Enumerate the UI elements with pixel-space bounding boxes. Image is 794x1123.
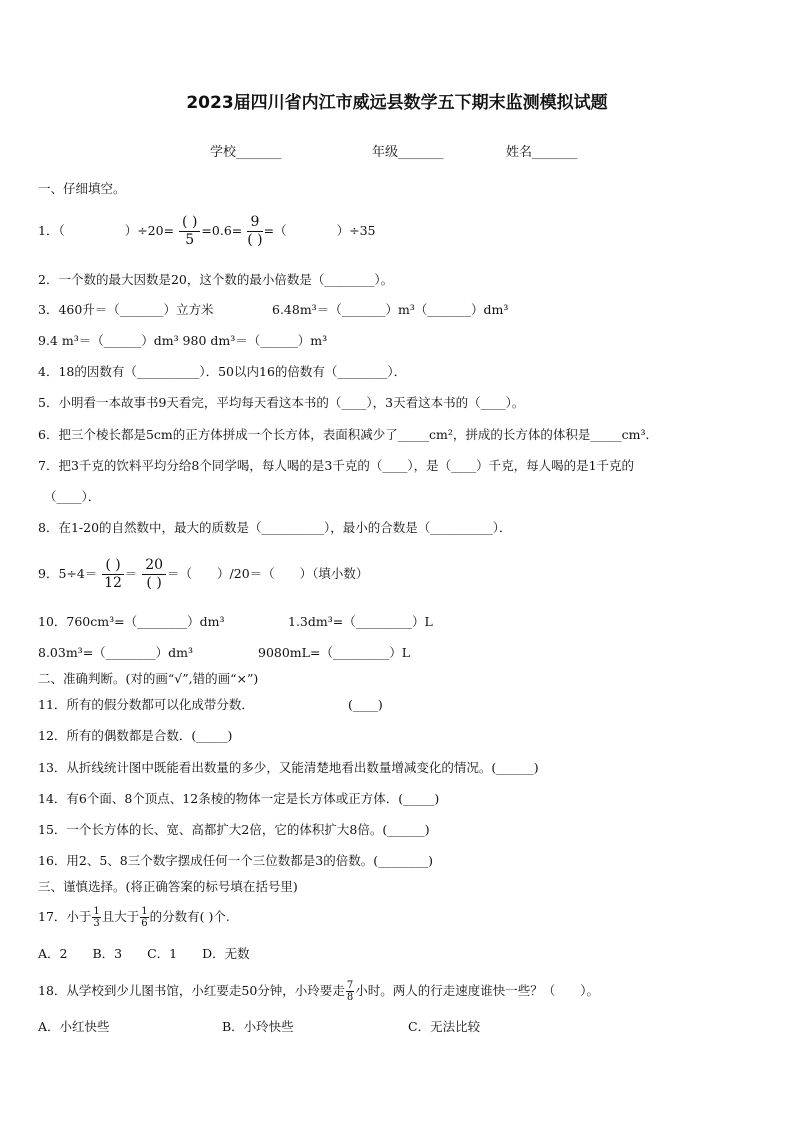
question-17: 17．小于 $\frac{1}{3}$ 且大于 $\frac{1}{6}$ 的分数有( )个. (38, 906, 230, 929)
question-3b: 6.48m³＝（_______）m³（_______）dm³ (272, 302, 509, 317)
question-2: 2．一个数的最大因数是20，这个数的最小倍数是（________）。 (38, 272, 394, 287)
question-15: 15．一个长方体的长、宽、高都扩大2倍，它的体积扩大8倍。(______) (38, 822, 430, 837)
question-7: 7．把3千克的饮料平均分给8个同学喝，每人喝的是3千克的（____），是（____）千克，每人喝的是1千克的 (38, 458, 635, 473)
question-9: 9．5÷4＝ $\frac{( )}{12}$ ＝ $\frac{20}{( )}$ ＝（ ）/20＝（ ）（填小数） (38, 557, 369, 591)
question-3a: 3．460升＝（_______）立方米 (38, 302, 214, 317)
fraction: $\frac{9}{( )}$ (247, 214, 263, 248)
question-3c: 9.4 m³＝（______）dm³ 980 dm³＝（______）m³ (38, 333, 328, 348)
fraction: $\frac{( )}{5}$ (179, 214, 200, 249)
option-a: A．小红快些 (38, 1019, 110, 1034)
question-10d: 9080mL=（_________）L (258, 645, 410, 660)
question-5: 5．小明看一本故事书9天看完，平均每天看这本书的（____），3天看这本书的（____）。 (38, 395, 525, 410)
question-8: 8．在1-20的自然数中，最大的质数是（__________），最小的合数是（__________）． (38, 520, 512, 535)
question-4: 4．18的因数有（__________）．50以内16的倍数有（________）． (38, 364, 407, 379)
question-14: 14．有6个面、8个顶点、12条棱的物体一定是长方体或正方体．(_____) (38, 791, 440, 806)
grade-field: 年级_______ (372, 145, 444, 160)
question-12: 12．所有的偶数都是合数．(_____) (38, 728, 233, 743)
section-heading-1: 一、仔细填空。 (38, 181, 126, 196)
question-16: 16．用2、5、8三个数字摆成任何一个三位数都是3的倍数。(________) (38, 853, 433, 868)
page-title: 2023届四川省内江市威远县数学五下期末监测模拟试题 (186, 93, 608, 113)
question-7-cont: （____）． (44, 489, 101, 504)
section-heading-3: 三、谨慎选择。(将正确答案的标号填在括号里) (38, 879, 298, 894)
school-field: 学校_______ (210, 145, 282, 160)
question-10a: 10．760cm³=（________）dm³ (38, 614, 225, 629)
fraction: $\frac{1}{6}$ (141, 906, 148, 929)
question-10b: 1.3dm³=（_________）L (288, 614, 433, 629)
fraction: $\frac{( )}{12}$ (104, 557, 122, 591)
question-17-options: A．2 B．3 C．1 D．无数 (38, 946, 250, 961)
fraction: $\frac{1}{3}$ (93, 906, 100, 929)
question-1: 1．（ ）÷20= $\frac{( )}{5}$ =0.6= $\frac{9}{( )}$ =（ ）÷35 (38, 214, 376, 248)
option-c: C．无法比较 (408, 1019, 481, 1034)
option-b: B．小玲快些 (222, 1019, 294, 1034)
name-field: 姓名_______ (506, 145, 578, 160)
fraction: $\frac{20}{( )}$ (142, 557, 166, 592)
fraction: $\frac{7}{8}$ (346, 980, 354, 1003)
question-10c: 8.03m³=（________）dm³ (38, 645, 194, 660)
question-6: 6．把三个棱长都是5cm的正方体拼成一个长方体，表面积减少了_____cm²，拼成的长方体的体积是_____cm³． (38, 427, 658, 442)
question-11-blank: (____) (348, 697, 383, 712)
question-13: 13．从折线统计图中既能看出数量的多少，又能清楚地看出数量增减变化的情况。(______) (38, 760, 539, 775)
question-18: 18．从学校到少儿图书馆，小红要走50分钟，小玲要走 $\frac{7}{8}$ 小时。两人的行走速度谁快一些？（ ）。 (38, 980, 599, 1003)
section-heading-2: 二、准确判断。(对的画“√”,错的画“×”) (38, 671, 259, 686)
question-11: 11．所有的假分数都可以化成带分数． (38, 697, 254, 712)
